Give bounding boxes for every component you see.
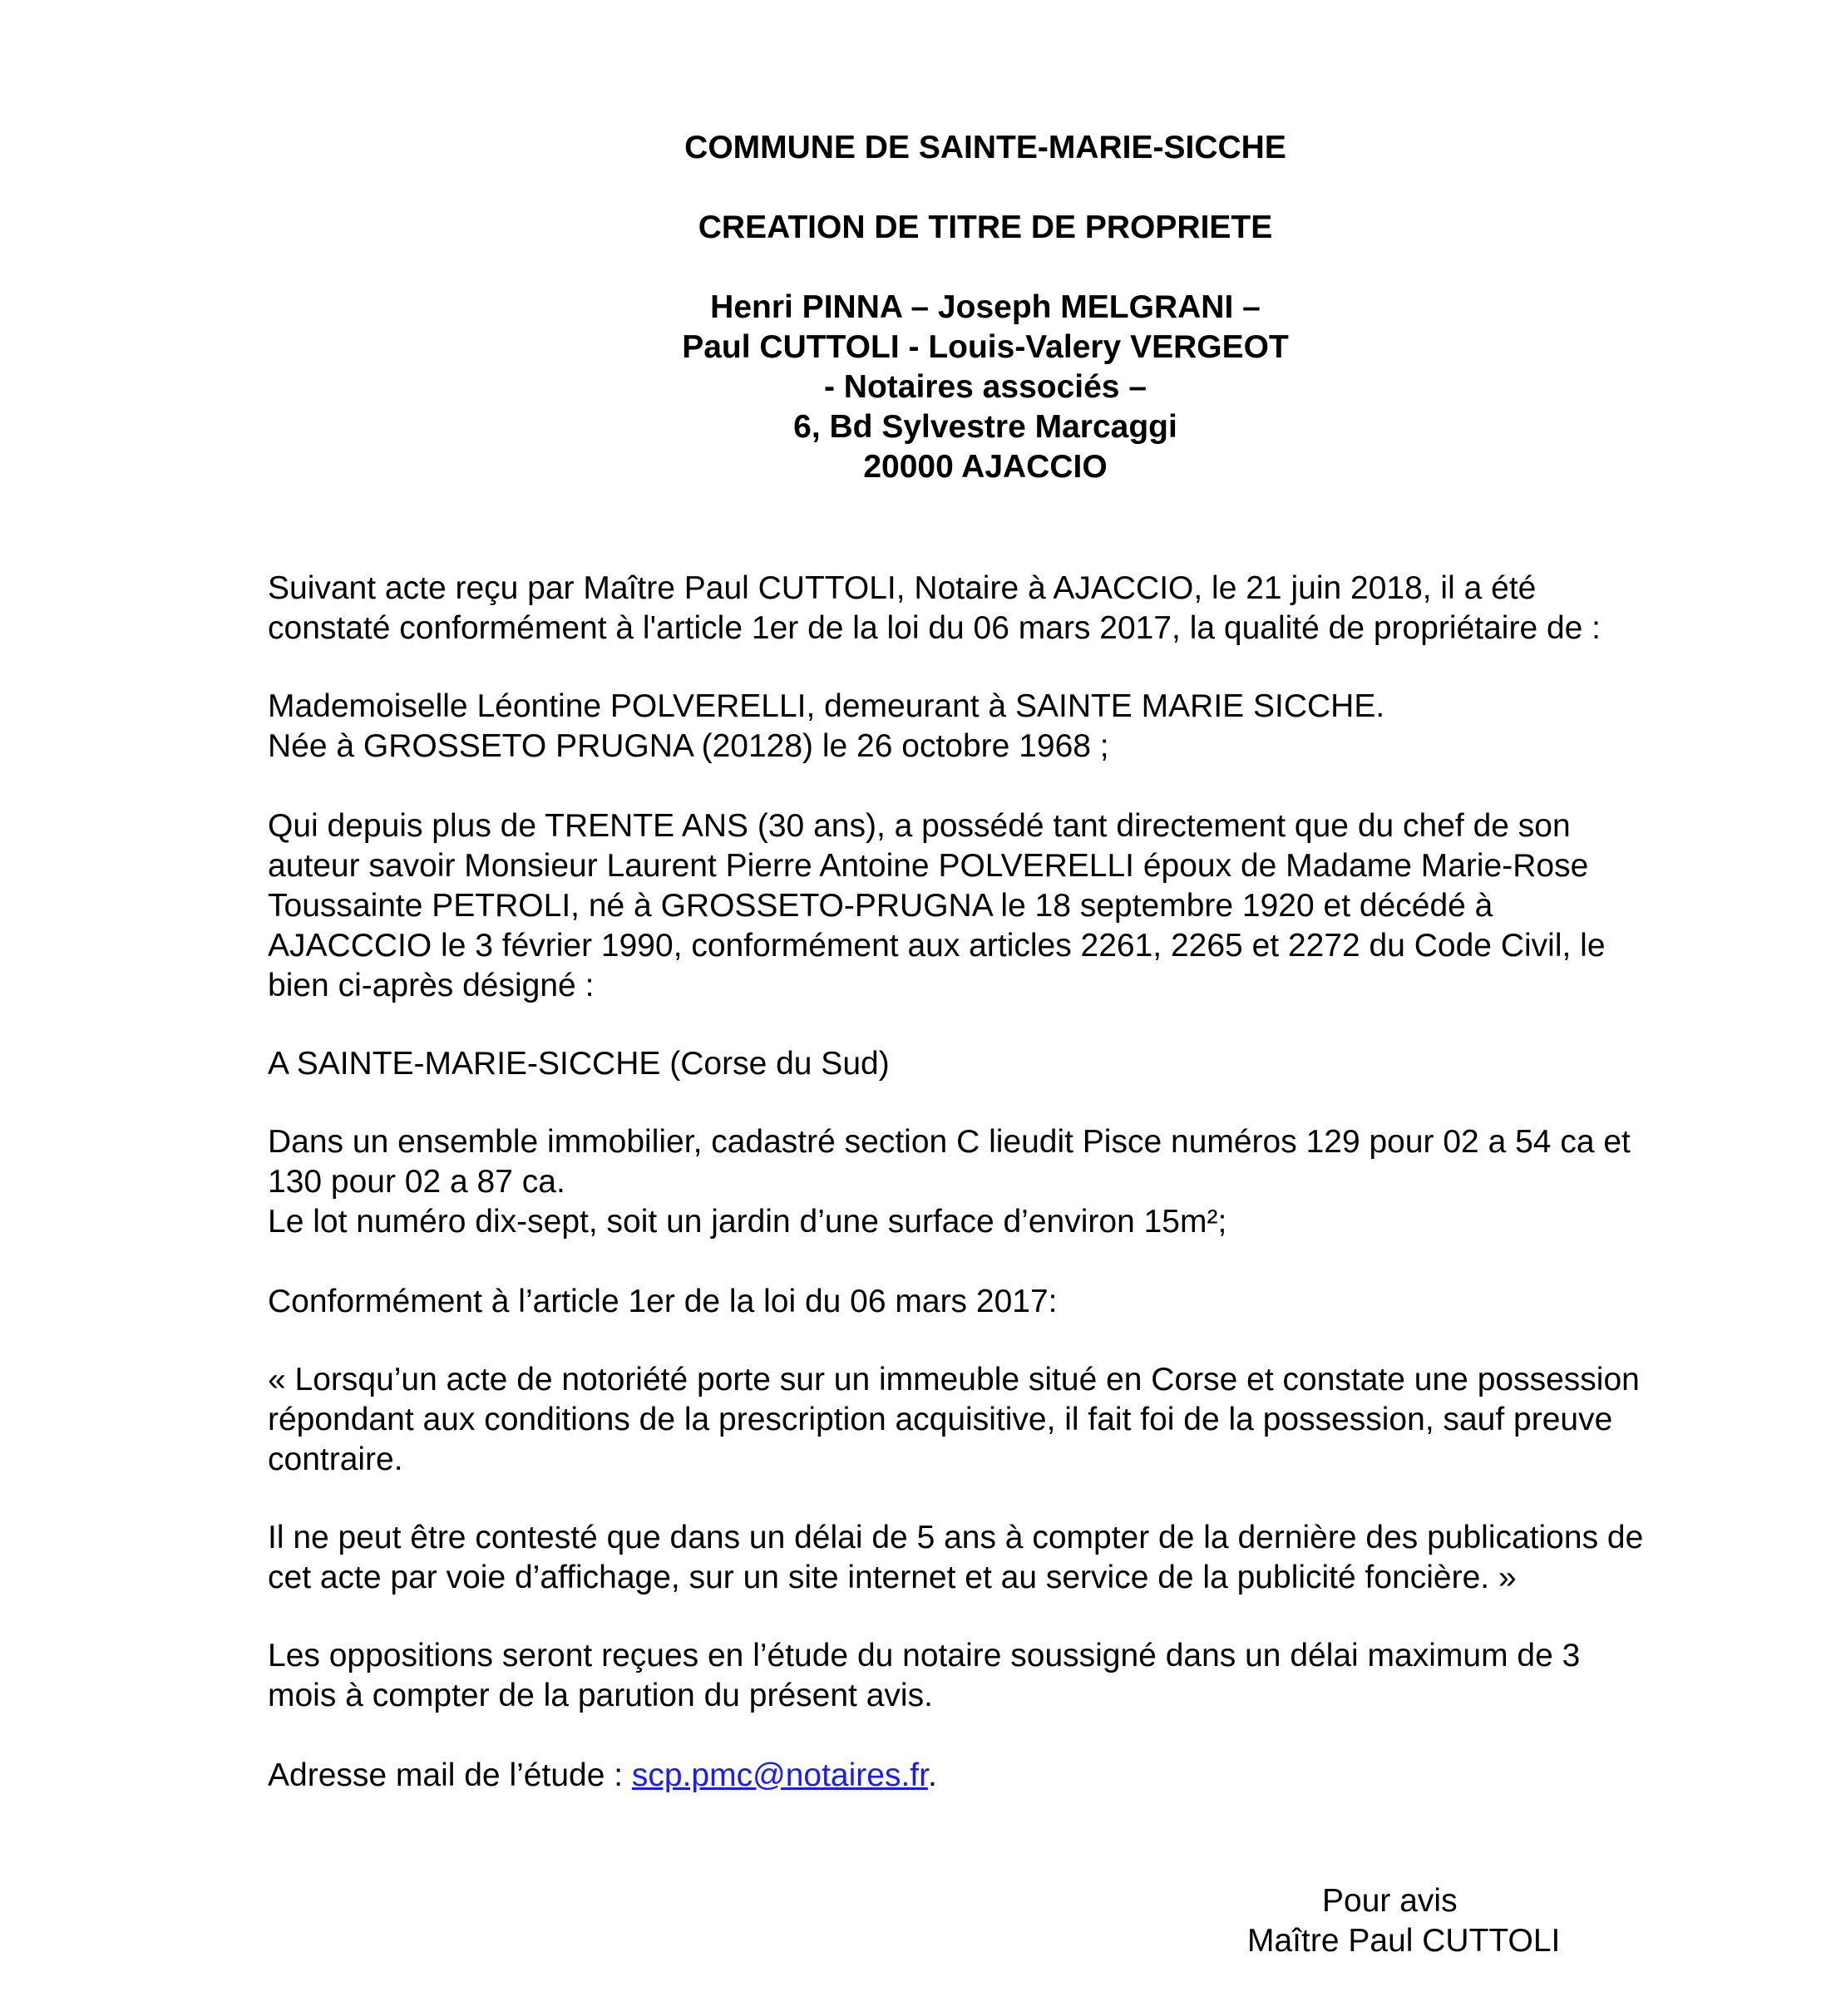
email-suffix: . xyxy=(927,1757,937,1793)
paragraph-owner xyxy=(268,687,1764,766)
commune-title: COMMUNE DE SAINTE-MARIE-SICCHE xyxy=(684,130,1286,165)
text-line: mois à compter de la parution du présent avis. xyxy=(268,1678,933,1713)
signature-pour-avis: Pour avis xyxy=(1322,1883,1458,1919)
paragraph-quote xyxy=(268,1360,1764,1480)
email-link[interactable]: scp.pmc@notaires.fr xyxy=(631,1757,928,1793)
text-line: Toussainte PETROLI, né à GROSSETO-PRUGNA le 18 septembre 1920 et décédé à xyxy=(268,888,1493,924)
paragraph-location xyxy=(268,1044,1764,1084)
text-line: Suivant acte reçu par Maître Paul CUTTOLI, Notaire à AJACCIO, le 21 juin 2018, il a été xyxy=(268,570,1537,606)
text-line: Conformément à l’article 1er de la loi du 06 mars 2017: xyxy=(268,1284,1058,1319)
text-line: Le lot numéro dix-sept, soit un jardin d’une surface d’environ 15m²; xyxy=(268,1204,1227,1240)
paragraph-law-reference xyxy=(268,1282,1764,1322)
text-line: Née à GROSSETO PRUGNA (20128) le 26 octobre 1968 ; xyxy=(268,728,1109,764)
text-line: AJACCCIO le 3 février 1990, conformément aux articles 2261, 2265 et 2272 du Code Civil, le xyxy=(268,928,1606,964)
email-prefix: Adresse mail de l’étude : xyxy=(268,1757,632,1793)
office-city: 20000 AJACCIO xyxy=(863,449,1108,485)
text-line: bien ci-après désigné : xyxy=(268,968,595,1003)
text-line: « Lorsqu’un acte de notoriété porte sur un immeuble situé en Corse et constate une possession xyxy=(268,1362,1640,1397)
office-address: 6, Bd Sylvestre Marcaggi xyxy=(793,409,1177,445)
text-line: cet acte par voie d’affichage, sur un site internet et au service de la publicité foncière. » xyxy=(268,1560,1517,1595)
text-line: Qui depuis plus de TRENTE ANS (30 ans), a possédé tant directement que du chef de son xyxy=(268,808,1571,844)
paragraph-email xyxy=(268,1756,1764,1796)
text-line: Mademoiselle Léontine POLVERELLI, demeurant à SAINTE MARIE SICCHE. xyxy=(268,688,1385,724)
text-line: 130 pour 02 a 87 ca. xyxy=(268,1164,565,1200)
email-line xyxy=(268,1756,1764,1796)
notaries-line-2: Paul CUTTOLI - Louis-Valery VERGEOT xyxy=(682,329,1289,365)
creation-title: CREATION DE TITRE DE PROPRIETE xyxy=(698,209,1273,245)
signature-name: Maître Paul CUTTOLI xyxy=(1247,1923,1561,1959)
text-line: répondant aux conditions de la prescription acquisitive, il fait foi de la possession, sauf preuve xyxy=(268,1402,1613,1437)
paragraph-cadastre xyxy=(268,1122,1764,1242)
text-line: Il ne peut être contesté que dans un délai de 5 ans à compter de la dernière des publications de xyxy=(268,1520,1644,1555)
paragraph-possession xyxy=(268,806,1764,1006)
text-line: contraire. xyxy=(268,1442,403,1477)
text-line: A SAINTE-MARIE-SICCHE (Corse du Sud) xyxy=(268,1046,890,1082)
commune-heading xyxy=(0,128,1821,168)
notaries-line-1: Henri PINNA – Joseph MELGRANI – xyxy=(710,289,1261,325)
text-line: auteur savoir Monsieur Laurent Pierre Antoine POLVERELLI époux de Madame Marie-Rose xyxy=(268,848,1589,884)
text-line: Dans un ensemble immobilier, cadastré section C lieudit Pisce numéros 129 pour 02 a 54 ca et xyxy=(268,1124,1631,1160)
paragraph-oppositions xyxy=(268,1636,1764,1716)
paragraph-act xyxy=(268,569,1764,648)
paragraph-contest-delay xyxy=(268,1518,1764,1598)
document-title xyxy=(0,208,1821,248)
text-line: Les oppositions seront reçues en l’étude du notaire soussigné dans un délai maximum de 3 xyxy=(268,1638,1581,1673)
notaries-block xyxy=(0,288,1821,487)
notaries-line-3: - Notaires associés – xyxy=(823,369,1147,405)
text-line: constaté conformément à l'article 1er de la loi du 06 mars 2017, la qualité de propriétaire de : xyxy=(268,610,1601,646)
